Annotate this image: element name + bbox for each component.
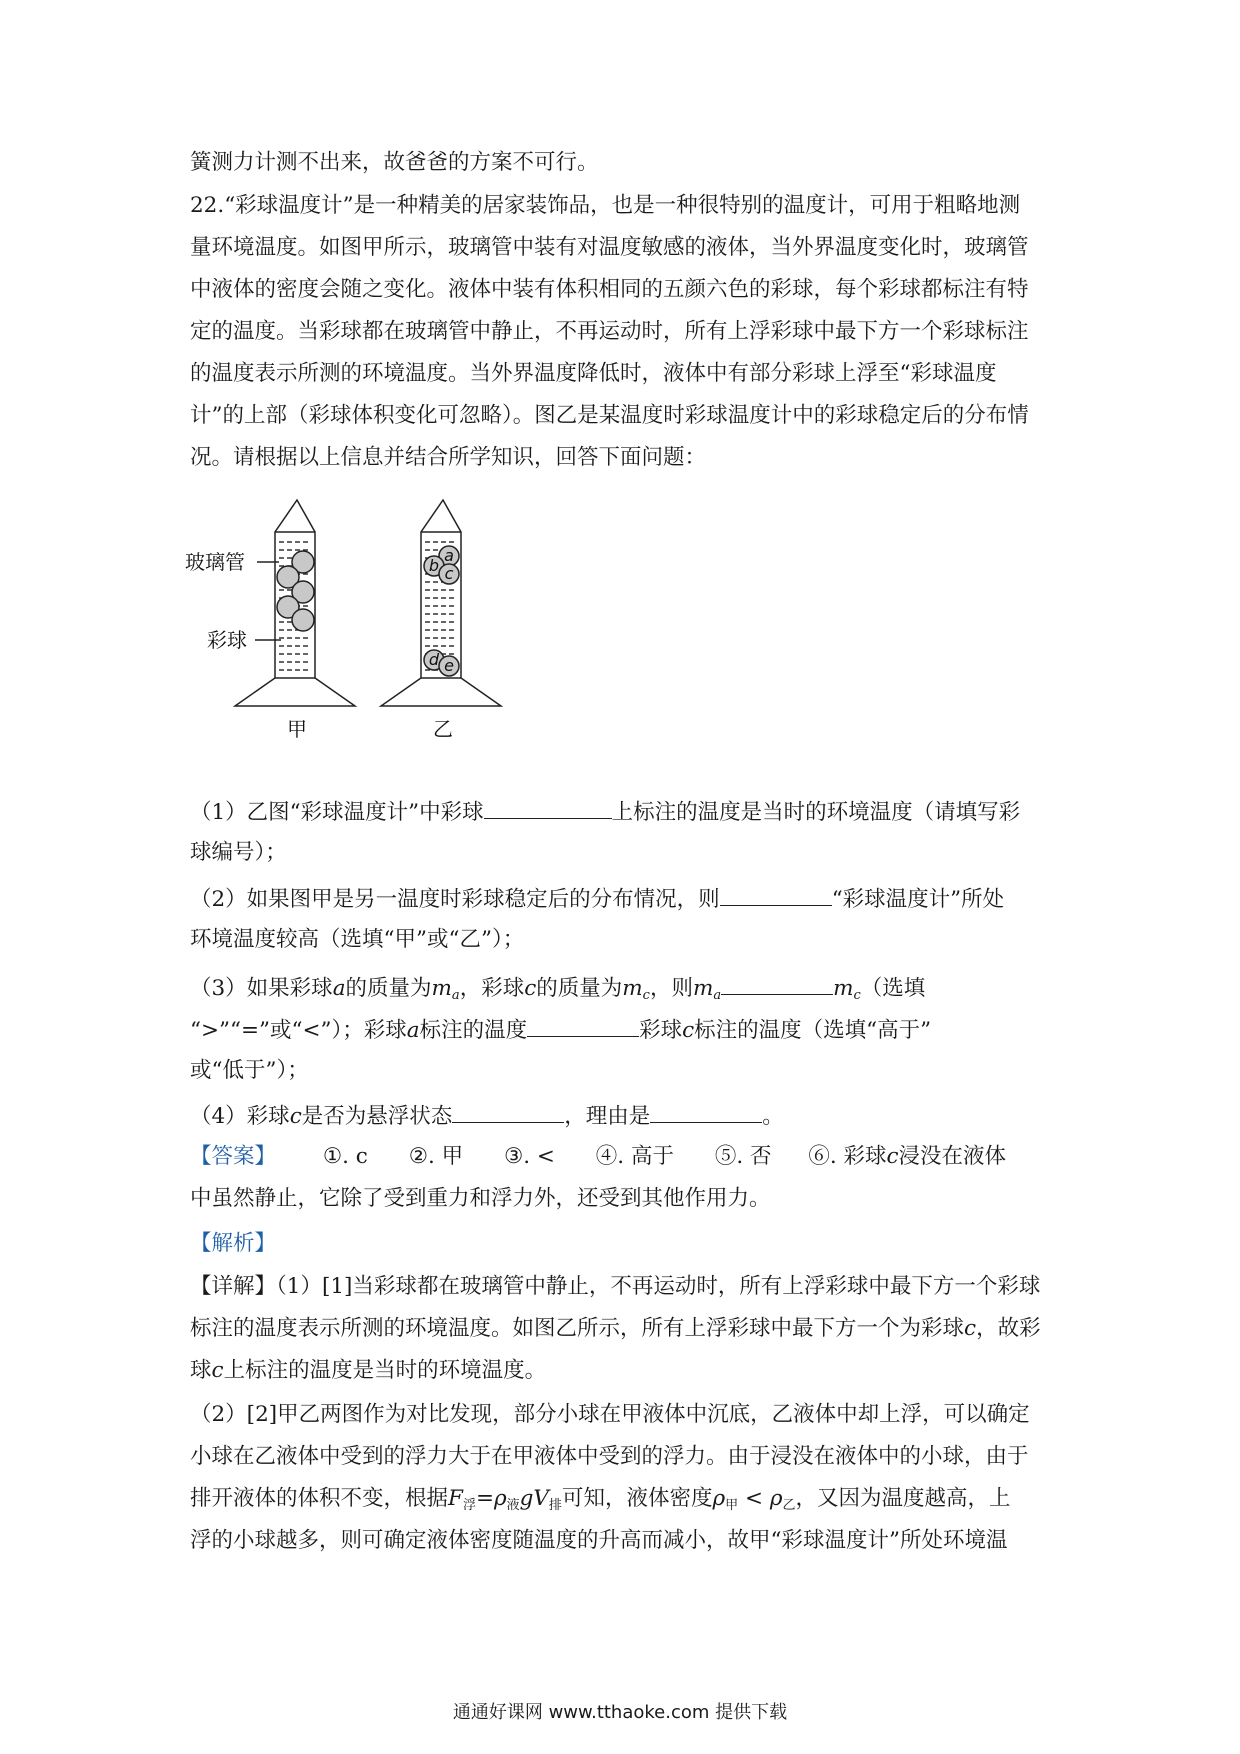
detail-line: 球c上标注的温度是当时的环境温度。 [190, 1358, 547, 1383]
answer-blank-3[interactable] [721, 972, 833, 995]
question-3: （3）如果彩球a的质量为$m_a$，彩球c的质量为$m_c$，则$m_a$ $m_c$（选填 [190, 972, 925, 1011]
detail-line: 【详解】（1）[1]当彩球都在玻璃管中静止，不再运动时，所有上浮彩球中最下方一个彩球 [190, 1274, 1041, 1299]
caption-jia: 甲 [287, 717, 307, 741]
answer-blank-1[interactable] [484, 796, 612, 819]
text-line: 中液体的密度会随之变化。液体中装有体积相同的五颜六色的彩球，每个彩球都标注有特 [190, 277, 1029, 302]
question-3-cont: “>”“=”或“<”）；彩球a标注的温度 彩球c标注的温度（选填“高于” [190, 1014, 931, 1046]
answer-blank-4[interactable] [527, 1014, 639, 1037]
question-2: （2）如果图甲是另一温度时彩球稳定后的分布情况，则 “彩球温度计”所处 [190, 883, 1004, 915]
question-4: （4）彩球c是否为悬浮状态 ，理由是 。 [190, 1100, 784, 1132]
answer-tag: 【答案】 [190, 1144, 277, 1169]
thermometer-figure [185, 490, 565, 750]
ball-b-label: b [428, 556, 440, 575]
text-line: 量环境温度。如图甲所示，玻璃管中装有对温度敏感的液体，当外界温度变化时，玻璃管 [190, 235, 1029, 260]
answer-blank-6[interactable] [650, 1100, 762, 1123]
detail-line: 浮的小球越多，则可确定液体密度随温度的升高而减小，故甲“彩球温度计”所处环境温 [190, 1528, 1008, 1553]
label-colored-ball: 彩球 [207, 628, 247, 652]
text-line: 环境温度较高（选填“甲”或“乙”）； [190, 927, 525, 952]
detail-line: 标注的温度表示所测的环境温度。如图乙所示，所有上浮彩球中最下方一个为彩球c，故彩 [190, 1316, 1041, 1341]
text-line: 中虽然静止，它除了受到重力和浮力外，还受到其他作用力。 [190, 1186, 771, 1211]
answer-blank-5[interactable] [452, 1100, 564, 1123]
ball-e-label: e [444, 656, 454, 675]
formula-line: 排开液体的体积不变，根据$F_浮=\rho_液gV_排$可知，液体密度$\rho_甲 < \rho_乙$，又因为温度越高，上 [190, 1486, 1011, 1513]
detail-line: （2）[2]甲乙两图作为对比发现，部分小球在甲液体中沉底，乙液体中却上浮，可以确定 [190, 1402, 1030, 1427]
text-line: 定的温度。当彩球都在玻璃管中静止，不再运动时，所有上浮彩球中最下方一个彩球标注 [190, 319, 1029, 344]
ball-d-label: d [428, 650, 440, 669]
text-line: 况。请根据以上信息并结合所学知识，回答下面问题： [190, 445, 707, 470]
text-line: 簧测力计测不出来，故爸爸的方案不可行。 [190, 150, 599, 175]
answer-blank-2[interactable] [720, 883, 832, 906]
ball-jia [292, 609, 314, 631]
question-1: （1）乙图“彩球温度计”中彩球 上标注的温度是当时的环境温度（请填写彩 [190, 796, 1020, 828]
ball-a-label: a [444, 546, 454, 565]
page-footer: 通通好课网 www.tthaoke.com 提供下载 [452, 1702, 788, 1723]
caption-yi: 乙 [433, 717, 453, 741]
detail-line: 小球在乙液体中受到的浮力大于在甲液体中受到的浮力。由于浸没在液体中的小球，由于 [190, 1444, 1029, 1469]
answer-line: 【答案】 ①. c ②. 甲 ③. < ④. 高于 ⑤. 否 ⑥. 彩球c浸没在液体 [190, 1144, 1007, 1169]
text-line: 或“低于”）； [190, 1058, 309, 1083]
text-line: 计”的上部（彩球体积变化可忽略）。图乙是某温度时彩球温度计中的彩球稳定后的分布情 [190, 403, 1029, 428]
text-line: 球编号）； [190, 840, 287, 865]
text-line: 的温度表示所测的环境温度。当外界温度降低时，液体中有部分彩球上浮至“彩球温度 [190, 361, 997, 386]
tube-yi-outline [381, 500, 501, 706]
ball-c-label: c [444, 564, 454, 583]
analysis-tag: 【解析】 [190, 1231, 277, 1256]
label-glass-tube: 玻璃管 [185, 550, 245, 574]
question-22-title: 22.“彩球温度计”是一种精美的居家装饰品，也是一种很特别的温度计，可用于粗略地测 [190, 193, 1021, 218]
